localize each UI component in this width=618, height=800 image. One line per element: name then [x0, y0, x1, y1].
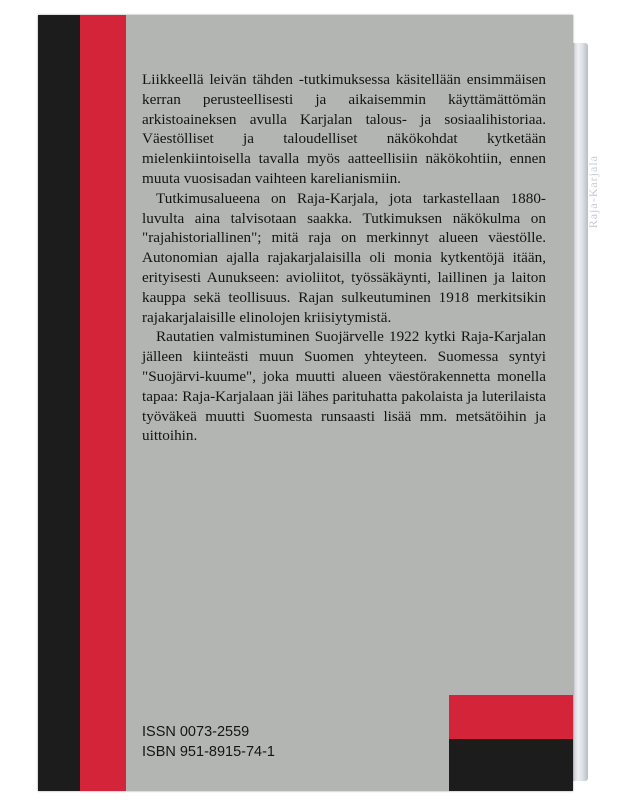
issn-code: ISSN 0073-2559: [142, 724, 250, 740]
blurb-paragraph-2: Tutkimusalueena on Raja-Karjala, jota tarkastellaan 1880-luvulta aina talvisotaan saakka. Tutkimuksen näkökulma on "rajahistoriallinen"; mitä raja on merkinnyt alueen väestölle. Autonomian ajalla rajakarjalaisilla oli monia kytkentöjä itään, erityisesti Aunukseen: avioliitot, työssäkäynti, laillinen ja laiton kauppa sekä teollisuus. Rajan sulkeutuminen 1918 merkitsikin rajakarjalaisille elinolojen kriisiytymistä.: [142, 189, 546, 326]
blurb-paragraph-3: Rautatien valmistuminen Suojärvelle 1922 kytki Raja-Karjalan jälleen kiinteästi muun Suomen yhteyteen. Suomessa syntyi "Suojärvi-kuume", joka muutti alueen väestörakennetta monella tapaa: Raja-Karjalaan jäi lähes parituhatta pakolaista ja luterilaista työväkeä muutti Suomesta runsaasti lisää mm. metsätöihin ja uittoihin.: [142, 328, 546, 445]
red-stripe: [80, 15, 126, 791]
book: [38, 15, 600, 791]
back-cover: [38, 15, 573, 791]
black-corner-block: [449, 739, 573, 791]
page-edges: [573, 43, 588, 781]
red-corner-block: [449, 695, 573, 739]
cover-blurb: [142, 70, 546, 446]
publication-codes: [142, 722, 275, 762]
spine-text: Raja-Karjala: [586, 155, 600, 229]
black-stripe: [38, 15, 80, 791]
blurb-paragraph-1: Liikkeellä leivän tähden -tutkimuksessa käsitellään ensimmäisen kerran perusteellisesti ja aikaisemmin käyttämättömän arkistoaineksen avulla Karjalan talous- ja sosiaalihistoriaa. Väestölliset ja taloudelliset näkökohdat kytketään mielenkiintoisella tavalla myös aatteellisiin näkökohtiin, ennen muuta vuosisadan vaihteen karelianismiin.: [142, 71, 546, 187]
isbn-code: ISBN 951-8915-74-1: [142, 744, 275, 760]
